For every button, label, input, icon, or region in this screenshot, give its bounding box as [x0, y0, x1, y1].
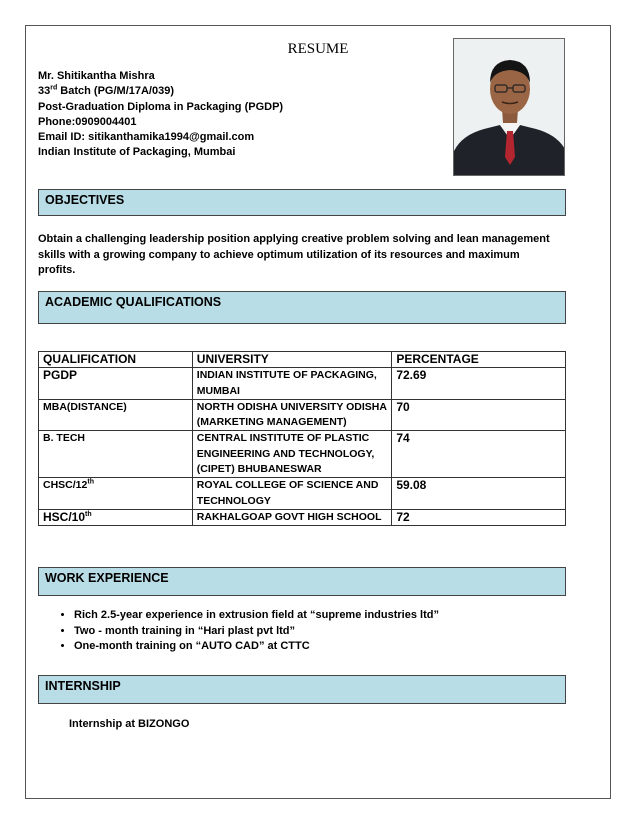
list-item: • Two - month training in “Hari plast pvt ltd” [74, 624, 439, 640]
university-cell: ROYAL COLLEGE OF SCIENCE AND TECHNOLOGY [192, 478, 392, 510]
table-row [39, 431, 566, 478]
table-row [39, 399, 566, 431]
qualification-cell: PGDP [39, 368, 193, 400]
candidate-name: Mr. Shitikantha Mishra [38, 70, 155, 82]
header-qualification: QUALIFICATION [39, 352, 193, 368]
resume-title: RESUME [287, 41, 349, 57]
qualification-cell: MBA(DISTANCE) [39, 399, 193, 431]
header-percentage: PERCENTAGE [392, 352, 566, 368]
section-academic: ACADEMIC QUALIFICATIONS [38, 291, 566, 324]
university-cell: CENTRAL INSTITUTE OF PLASTIC ENGINEERING AND TECHNOLOGY, (CIPET) BHUBANESWAR [192, 431, 392, 478]
university-cell: RAKHALGOAP GOVT HIGH SCHOOL [192, 509, 392, 525]
section-objectives: OBJECTIVES [38, 189, 566, 216]
university-cell: NORTH ODISHA UNIVERSITY ODISHA (MARKETING MANAGEMENT) [192, 399, 392, 431]
contact-block [38, 69, 283, 161]
list-item: • Rich 2.5-year experience in extrusion field at “supreme industries ltd” [74, 608, 439, 624]
internship-text: Internship at BIZONGO [69, 718, 190, 730]
table-row [39, 368, 566, 400]
batch-line: 33rd Batch (PG/M/17A/039) [38, 84, 175, 98]
profile-photo [453, 38, 565, 176]
program-line: Post-Graduation Diploma in Packaging (PGDP) [38, 100, 284, 113]
percentage-cell: 74 [392, 431, 566, 478]
phone-line: Phone:0909004401 [38, 115, 137, 128]
university-cell: INDIAN INSTITUTE OF PACKAGING, MUMBAI [192, 368, 392, 400]
list-item: • One-month training on “AUTO CAD” at CTTC [74, 639, 439, 655]
qualification-cell: CHSC/12th [39, 478, 193, 510]
section-internship: INTERNSHIP [38, 675, 566, 704]
table-header-row [39, 352, 566, 368]
percentage-cell: 72.69 [392, 368, 566, 400]
qualification-table [38, 351, 566, 526]
percentage-cell: 59.08 [392, 478, 566, 510]
work-experience-list [56, 608, 439, 655]
qualification-cell: B. TECH [39, 431, 193, 478]
objective-text: Obtain a challenging leadership position applying creative problem solving and lean management skills with a growing company to achieve optimum utilization of its resources and maximum profits. [38, 233, 550, 276]
institute-line: Indian Institute of Packaging, Mumbai [38, 146, 236, 159]
email-line: Email ID: sitikanthamika1994@gmail.com [38, 131, 255, 144]
percentage-cell: 72 [392, 509, 566, 525]
table-row [39, 509, 566, 525]
qualification-cell: HSC/10th [39, 509, 193, 525]
table-row [39, 478, 566, 510]
percentage-cell: 70 [392, 399, 566, 431]
section-work-experience: WORK EXPERIENCE [38, 567, 566, 596]
header-university: UNIVERSITY [192, 352, 392, 368]
resume-page [25, 25, 611, 799]
